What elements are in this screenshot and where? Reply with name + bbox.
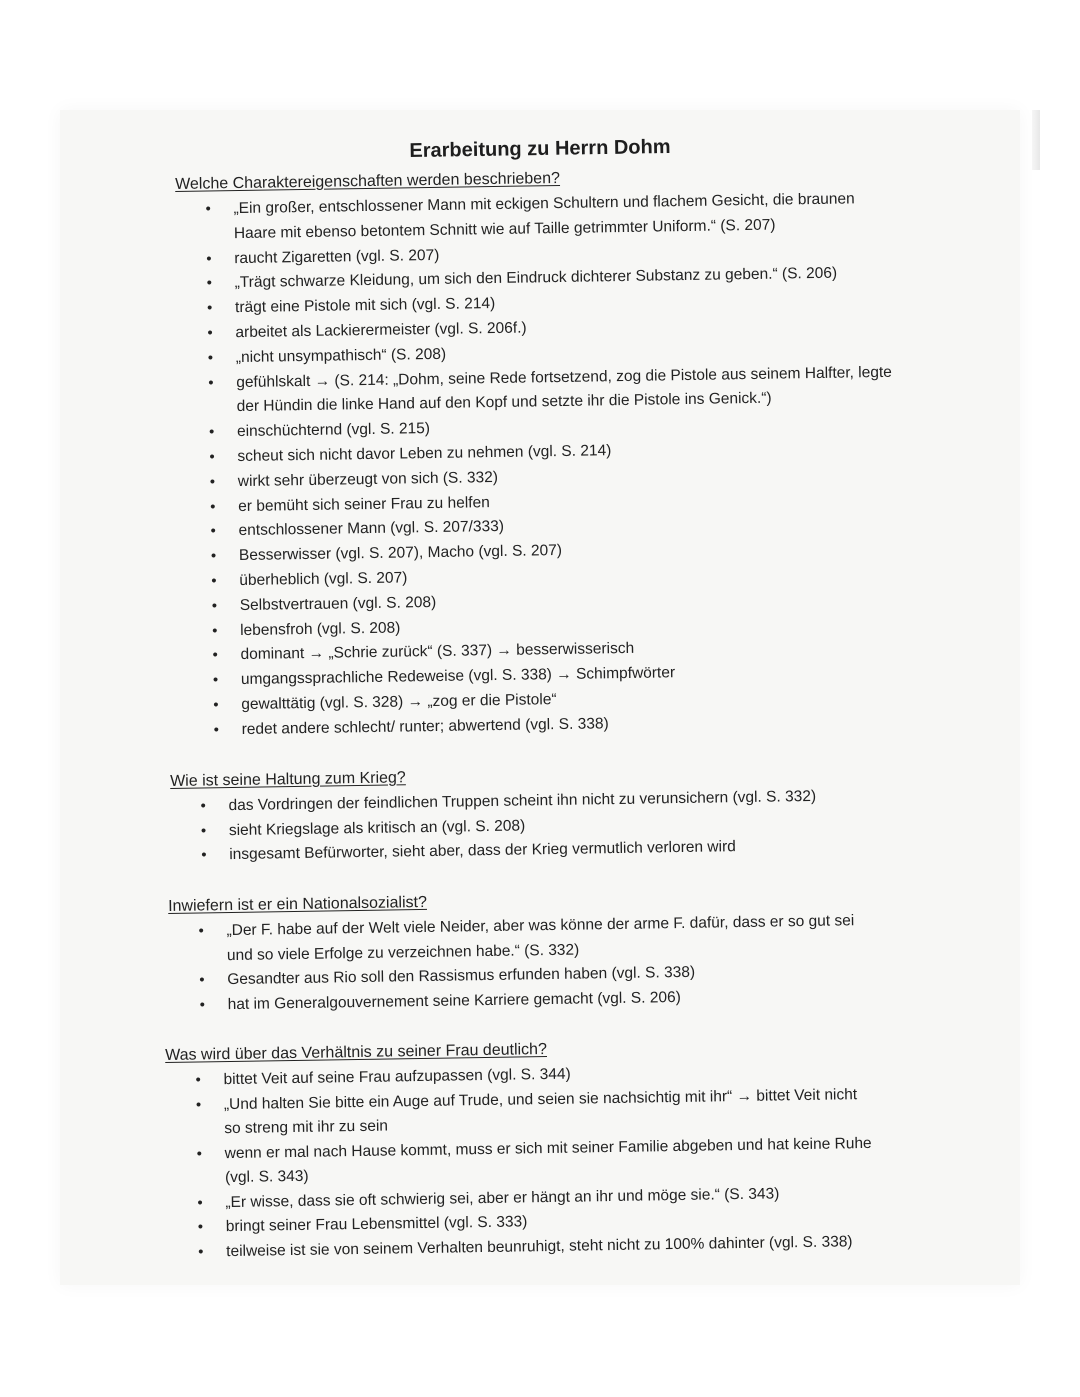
list-item-text: insgesamt Befürworter, sieht aber, dass der Krieg vermutlich verloren wird	[229, 838, 736, 864]
section-heading: Was wird über das Verhältnis zu seiner Frau deutlich?	[165, 1041, 548, 1064]
list-item-continuation: und so viele Erfolge zu verzeichnen habe.“ (S. 332)	[226, 941, 580, 964]
bullet-icon: •	[205, 200, 211, 218]
section-heading: Inwiefern ist er ein Nationalsozialist?	[168, 893, 428, 915]
bullet-icon: •	[206, 250, 212, 268]
list-item-text: überheblich (vgl. S. 207)	[239, 569, 408, 589]
list-item-text: „Und halten Sie bitte ein Auge auf Trude, und seien sie nachsichtig mit ihr“ → bittet Veit nicht	[223, 1085, 858, 1113]
bullet-icon: •	[206, 299, 213, 317]
section-wife-relationship	[165, 1036, 873, 1265]
bullet-icon: •	[211, 597, 218, 615]
list-item-text: entschlossener Mann (vgl. S. 207/333)	[238, 518, 505, 540]
bullet-icon: •	[201, 846, 207, 864]
list-item-text: Besserwisser (vgl. S. 207), Macho (vgl. S. 207)	[238, 542, 563, 565]
list-item-text: sieht Kriegslage als kritisch an (vgl. S. 208)	[228, 816, 526, 839]
bullet-icon: •	[198, 922, 204, 940]
bullet-icon: •	[210, 522, 216, 540]
section-heading: Welche Charaktereigenschaften werden beschrieben?	[175, 169, 561, 193]
bullet-list	[168, 909, 855, 1018]
list-item-text: bittet Veit auf seine Frau aufzupassen (vgl. S. 344)	[223, 1065, 571, 1089]
list-item-continuation: der Hündin die linke Hand auf den Kopf und setzte ihr die Pistole ins Genick.“)	[236, 390, 772, 416]
list-item-text: bringt seiner Frau Lebensmittel (vgl. S. 333)	[225, 1213, 528, 1236]
list-item-text: das Vordringen der feindlichen Truppen scheint ihn nicht zu verunsichern (vgl. S. 332)	[228, 787, 817, 815]
list-item-text: trägt eine Pistole mit sich (vgl. S. 214)	[234, 295, 496, 317]
bullet-icon: •	[210, 547, 217, 565]
bullet-list	[170, 785, 817, 869]
bullet-icon: •	[195, 1095, 202, 1114]
bullet-icon: •	[208, 373, 214, 392]
section-war-attitude	[170, 763, 817, 869]
list-item-text: „Trägt schwarze Kleidung, um sich den Eindruck dichterer Substanz zu geben.“ (S. 206)	[234, 265, 838, 292]
list-item-continuation: Haare mit ebenso betontem Schnitt wie auf Taille getrimmter Uniform.“ (S. 207)	[233, 216, 776, 242]
bullet-icon: •	[207, 349, 214, 367]
bullet-icon: •	[209, 473, 216, 491]
bullet-icon: •	[195, 1071, 201, 1089]
list-item-continuation: (vgl. S. 343)	[224, 1167, 309, 1187]
list-item-text: umgangssprachliche Redeweise (vgl. S. 338) → Schimpfwörter	[240, 664, 676, 689]
bullet-icon: •	[207, 324, 213, 342]
list-item-text: gewalttätig (vgl. S. 328) → „zog er die Pistole“	[241, 691, 557, 713]
bullet-icon: •	[212, 646, 218, 664]
bullet-icon: •	[211, 572, 217, 590]
list-item-text: Gesandter aus Rio soll den Rassismus erfunden haben (vgl. S. 338)	[227, 963, 696, 989]
list-item-text: hat im Generalgouvernement seine Karriere gemacht (vgl. S. 206)	[227, 988, 681, 1013]
list-item-text: „nicht unsympathisch“ (S. 208)	[235, 345, 447, 366]
bullet-icon: •	[200, 821, 207, 840]
list-item-text: Selbstvertrauen (vgl. S. 208)	[239, 593, 437, 614]
list-item-text: redet andere schlecht/ runter; abwertend (vgl. S. 338)	[241, 714, 609, 738]
bullet-icon: •	[196, 1144, 203, 1163]
bullet-list	[165, 1058, 873, 1265]
list-item-text: dominant → „Schrie zurück“ (S. 337) → besserwisserisch	[240, 640, 635, 664]
bullet-icon: •	[199, 995, 206, 1014]
list-item-text: raucht Zigaretten (vgl. S. 207)	[234, 246, 440, 267]
list-item-text: gefühlskalt → (S. 214: „Dohm, seine Rede fortsetzend, zog die Pistole aus seinem Halfter, legte	[236, 363, 892, 391]
list-item-text: „Der F. habe auf der Welt viele Neider, aber was könne der arme F. dafür, dass er so gut sei	[226, 912, 855, 940]
bullet-icon: •	[197, 1193, 203, 1212]
list-item-text: „Ein großer, entschlossener Mann mit eckigen Schultern und flachem Gesicht, die braunen	[233, 190, 855, 218]
bullet-icon: •	[209, 448, 215, 466]
list-item-text: teilweise ist sie von seinem Verhalten beunruhigt, steht nicht zu 100% dahinter (vgl. S. 338)	[226, 1232, 853, 1260]
list-item-text: arbeitet als Lackierermeister (vgl. S. 206f.)	[235, 319, 527, 342]
bullet-icon: •	[212, 621, 218, 640]
bullet-icon: •	[200, 797, 206, 815]
list-item-text: lebensfroh (vgl. S. 208)	[240, 619, 401, 639]
list-item-text: wenn er mal nach Hause kommt, muss er sich mit seiner Familie abgeben und hat keine Ruhe	[224, 1134, 872, 1162]
section-heading: Wie ist seine Haltung zum Krieg?	[170, 769, 406, 790]
bullet-icon: •	[206, 274, 213, 292]
bullet-icon: •	[197, 1218, 204, 1236]
list-item-text: einschüchternd (vgl. S. 215)	[236, 420, 431, 441]
list-item-text: „Er wisse, dass sie oft schwierig sei, aber er hängt an ihr und möge sie.“ (S. 343)	[225, 1184, 780, 1211]
list-item-text: wirkt sehr überzeugt von sich (S. 332)	[237, 468, 499, 490]
document-title: Erarbeitung zu Herrn Dohm	[409, 135, 671, 163]
bullet-icon: •	[208, 423, 215, 441]
section-character-traits	[175, 165, 897, 744]
bullet-list	[175, 187, 897, 744]
section-national-socialist	[168, 887, 856, 1018]
list-item-text: scheut sich nicht davor Leben zu nehmen (vgl. S. 214)	[237, 442, 612, 466]
bullet-icon: •	[213, 696, 219, 714]
bullet-icon: •	[212, 671, 219, 689]
bullet-icon: •	[210, 497, 216, 516]
list-item-continuation: so streng mit ihr zu sein	[224, 1117, 389, 1138]
bullet-icon: •	[198, 1242, 204, 1261]
bullet-icon: •	[213, 721, 220, 739]
list-item-text: er bemüht sich seiner Frau zu helfen	[238, 493, 490, 515]
bullet-icon: •	[199, 971, 205, 989]
